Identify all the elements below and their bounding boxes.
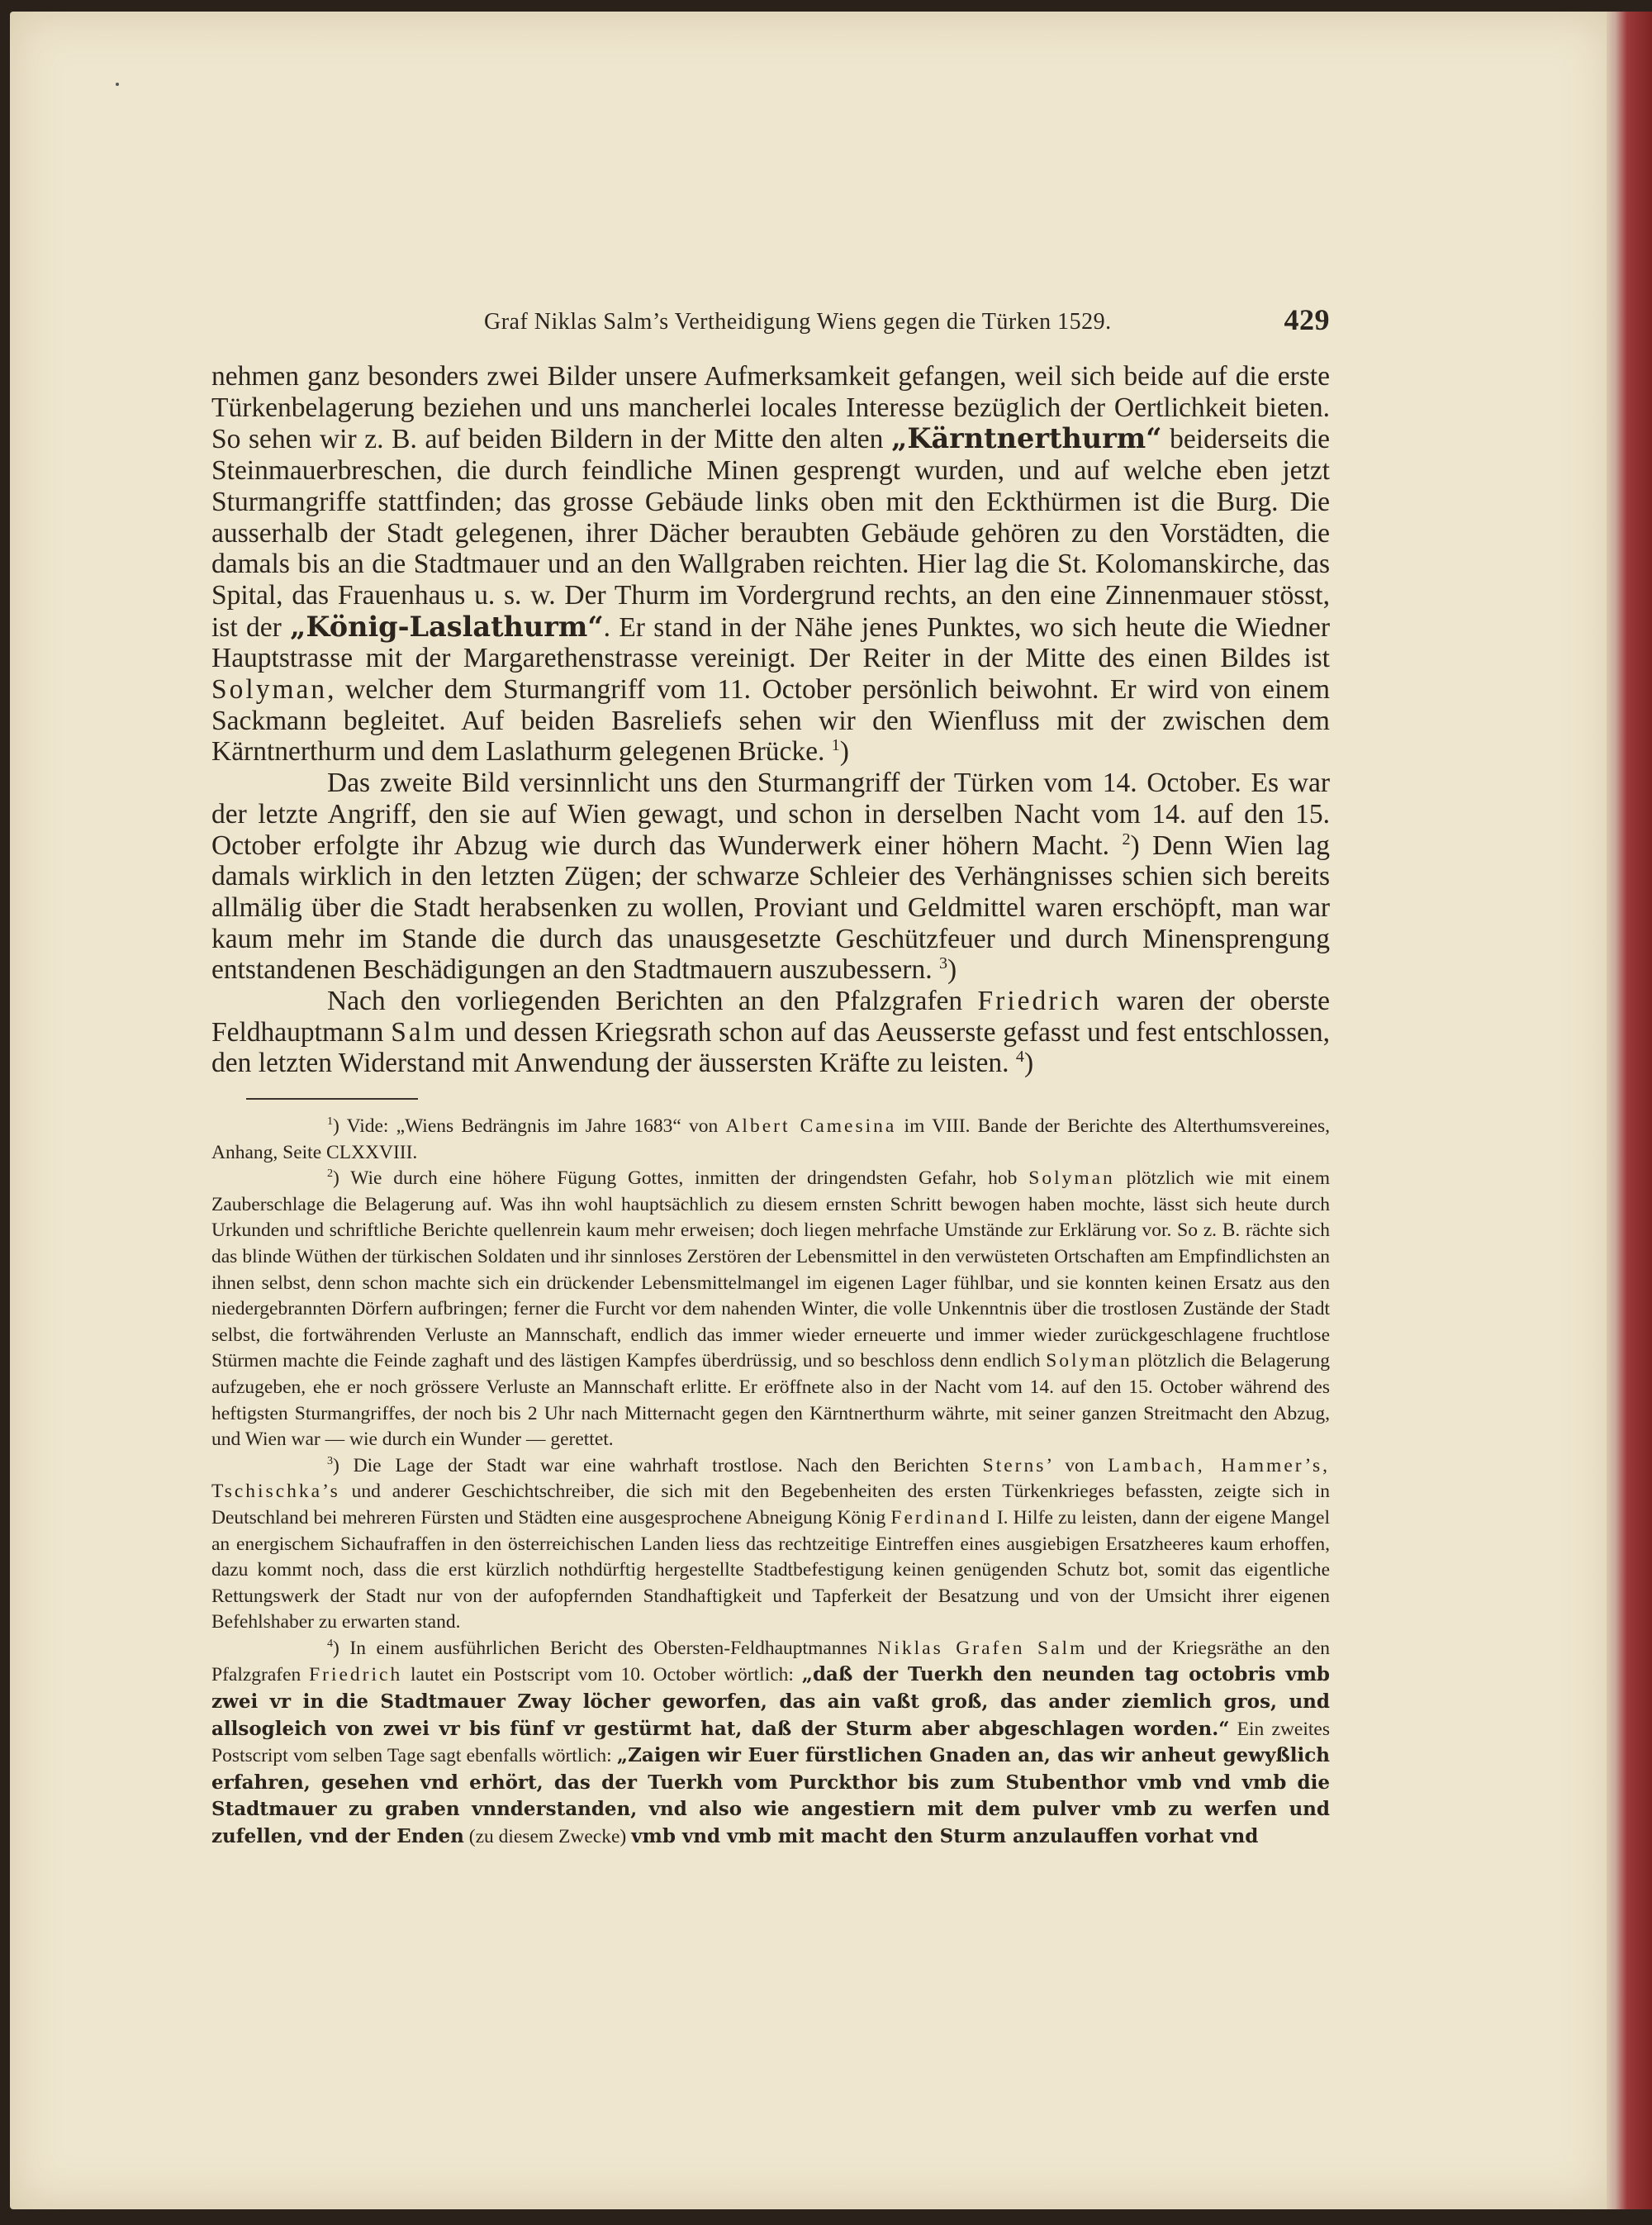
footnote-ref: 2 [1122, 830, 1131, 849]
footnote-ref: 4 [1015, 1048, 1024, 1067]
footnote-1: $^1$) Vide: „Wiens Bedrängnis im Jahre 1683“ von Albert Camesina im VIII. Bande der Berichte des Alterthumsvereines, Anhang, Seite CLXXVIII. [211, 1115, 1330, 1163]
paragraph-3: Nach den vorliegenden Berichten an den Pfalzgrafen Friedrich waren der oberste Feldhauptmann Salm und dessen Kriegsrath schon auf das Aeusserste gefasst und fest entschlossen, den letzten Widerstand mit Anwendung der äussersten Kräfte zu leisten. $^4$) [211, 986, 1330, 1079]
blackletter-term: „König-Laslathurm“ [290, 610, 604, 643]
book-binding-edge [1607, 12, 1652, 2209]
blackletter-term: „Kärntnerthurm“ [891, 422, 1162, 455]
main-text [211, 361, 1330, 1079]
footnote-2: $^2$) Wie durch eine höhere Fügung Gottes, inmitten der dringendsten Gefahr, hob Solyman plötzlich wie mit einem Zauberschlage die Belagerung auf. Was ihn wohl hauptsächlich zu diesem ernsten Schritt bewogen haben mochte, lässt sich heute durch Urkunden und schriftliche Berichte quellenrein kaum mehr erweisen; doch liegen mehrfache Umstände zur Erklärung vor. So z. B. rächte sich das blinde Wüthen der türkischen Soldaten und ihr sinnloses Zerstören der Lebensmittel in den verwüsteten Ortschaften am Empfindlichsten an ihnen selbst, denn schon machte sich ein drückender Lebensmittelmangel im eigenen Lager fühlbar, und sie konnten keinen Ersatz aus den niedergebrannten Dörfern aufbringen; ferner die Furcht vor dem nahenden Winter, die volle Unkenntnis über die trostlosen Zustände der Stadt selbst, die fortwährenden Verluste an Mannschaft, endlich das immer wieder erneuerte und immer wieder zurückgeschlagene fruchtlose Stürmen machte die Feinde zaghaft und des lästigen Kampfes überdrüssig, und so beschloss denn endlich Solyman plötzlich die Belagerung aufzugeben, ehe er noch grössere Verluste an Mannschaft erlitte. Er eröffnete also in der Nacht vom 14. auf den 15. October während des heftigsten Sturmangriffes, der noch bis 2 Uhr nach Mitternacht gegen den Kärntnerthurm währte, mit seiner ganzen Streitmacht den Abzug, und Wien war — wie durch ein Wunder — gerettet. [211, 1167, 1330, 1451]
ink-speck [116, 83, 119, 86]
spaced-name: Solyman [211, 674, 328, 706]
header-title: Graf Niklas Salm’s Vertheidigung Wiens gegen die Türken 1529. [484, 309, 1112, 335]
blackletter-quote: vmb vnd vmb mit macht den Sturm anzulauffen vorhat vnd [631, 1825, 1259, 1848]
paragraph-1: nehmen ganz besonders zwei Bilder unsere Aufmerksamkeit gefangen, weil sich beide auf die erste Türkenbelagerung beziehen und uns mancherlei locales Interesse bezüglich der Oertlichkeit bieten. So sehen wir z. B. auf beiden Bildern in der Mitte den alten „Kärntnerthurm“ beiderseits die Steinmauerbreschen, die durch feindliche Minen gesprengt wurden, und auf welche eben jetzt Sturmangriffe stattfinden; das grosse Gebäude links oben mit den Eckthürmen ist die Burg. Die ausserhalb der Stadt gelegenen, ihrer Dächer beraubten Gebäude gehören zu den Vorstädten, die damals bis an die Stadtmauer und an den Wallgraben reichten. Hier lag die St. Kolomanskirche, das Spital, das Frauenhaus u. s. w. Der Thurm im Vordergrund rechts, an den eine Zinnenmauer stösst, ist der „König-Laslathurm“. Er stand in der Nähe jenes Punktes, wo sich heute die Wiedner Hauptstrasse mit der Margarethenstrasse vereinigt. Der Reiter in der Mitte des einen Bildes ist Solyman, welcher dem Sturmangriff vom 11. October persönlich beiwohnt. Er wird von einem Sackmann begleitet. Auf beiden Basreliefs sehen wir den Wienfluss mit der zwischen dem Kärntnerthurm und dem Laslathurm gelegenen Brücke. $^1$) [211, 361, 1331, 768]
footnote-ref: 1 [831, 736, 840, 755]
spaced-name: Salm [391, 1016, 458, 1048]
blackletter-quote: „daß der Tuerkh den neunden tag octobris vmb zwei vr in die Stadtmauer Zway löcher geworfen, das ain vaßt groß, das ander ziemlich gros, und allsogleich von zwei vr bis fünf vr gestürmt hat, daß der Sturm aber abgeschlagen worden.“ [211, 1663, 1330, 1740]
footnotes [211, 1114, 1330, 1851]
book-page [10, 12, 1612, 2209]
footnote-separator [246, 1098, 418, 1100]
footnote-3: $^3$) Die Lage der Stadt war eine wahrhaft trostlose. Nach den Berichten Sterns’ von Lambach, Hammer’s, Tschischka’s und anderer Geschichtschreiber, die sich mit den Begebenheiten des ersten Türkenkrieges befassten, zeigte sich in Deutschland bei mehreren Fürsten und Städten eine ausgesprochene Abneigung König Ferdinand I. Hilfe zu leisten, dann der eigene Mangel an energischem Sichaufraffen in den österreichischen Landen liess das rechtzeitige Eintreffen eines ausgiebigen Ersatzheeres kaum erhoffen, dazu kommt noch, dass die erst kürzlich nothdürftig hergestellte Stadtbefestigung keinen genügenden Schutz bot, somit das eigentliche Rettungswerk der Stadt nur von der aufopfernden Standhaftigkeit und Tapferkeit der Besatzung und von der Umsicht ihrer eigenen Befehlshaber zu erwarten stand. [211, 1453, 1330, 1633]
footnote-4: $^4$) In einem ausführlichen Bericht des Obersten-Feldhauptmannes Niklas Grafen Salm und der Kriegsräthe an den Pfalzgrafen Friedrich lautet ein Postscript vom 10. October wörtlich: „daß der Tuerkh den neunden tag octobris vmb zwei vr in die Stadtmauer Zway löcher geworfen, das ain vaßt groß, das ander ziemlich gros, und allsogleich von zwei vr bis fünf vr gestürmt hat, daß der Sturm aber abgeschlagen worden.“ Ein zweites Postscript vom selben Tage sagt ebenfalls wörtlich: „Zaigen wir Euer fürstlichen Gnaden an, das wir anheut gewyßlich erfahren, gesehen vnd erhört, das der Tuerkh vom Purckthor bis zum Stubenthor vmb vnd vmb die Stadtmauer zu graben vnnderstanden, vnd also wie angestiern mit dem pulver vmb zu werfen und zufellen, vnd der Enden (zu diesem Zwecke) vmb vnd vmb mit macht den Sturm anzulauffen vorhat vnd [211, 1637, 1331, 1848]
paragraph-2: Das zweite Bild versinnlicht uns den Sturmangriff der Türken vom 14. October. Es war der letzte Angriff, den sie auf Wien gewagt, und schon in derselben Nacht vom 14. auf den 15. October erfolgte ihr Abzug wie durch das Wunderwerk einer höhern Macht. $^2$) Denn Wien lag damals wirklich in den letzten Zügen; der schwarze Schleier des Verhängnisses schien sich bereits allmälig über die Stadt herabsenken zu wollen, Proviant und Geldmittel waren erschöpft, man war kaum mehr im Stande die durch das unausgesetzte Geschützfeuer und durch Minensprengung entstandenen Beschädigungen an den Stadtmauern auszubessern. $^3$) [211, 768, 1331, 986]
page-number: 429 [1284, 303, 1330, 336]
blackletter-quote: „Zaigen wir Euer fürstlichen Gnaden an, das wir anheut gewyßlich erfahren, gesehen vnd erhört, das der Tuerkh vom Purckthor bis zum Stubenthor vmb vnd vmb die Stadtmauer zu graben vnnderstanden, vnd also wie angestiern mit dem pulver vmb zu werfen und zufellen, vnd der Enden [211, 1744, 1331, 1848]
spaced-name: Friedrich [977, 986, 1102, 1017]
footnote-ref: 3 [938, 954, 948, 973]
